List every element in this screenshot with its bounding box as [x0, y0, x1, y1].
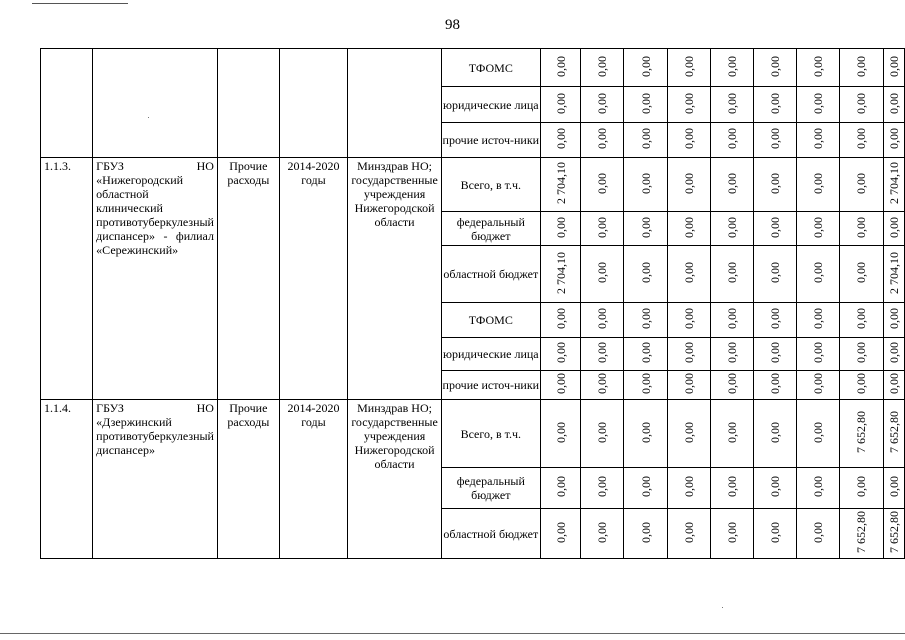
- value-cell: 0,00: [667, 509, 710, 559]
- empty-cell: [348, 49, 441, 158]
- value-cell: 0,00: [710, 509, 753, 559]
- funding-source-cell: Всего, в т.ч.: [441, 400, 540, 468]
- value-cell: 0,00: [840, 87, 883, 123]
- funding-source-cell: федеральный бюджет: [441, 212, 540, 246]
- value-cell: 0,00: [540, 371, 580, 400]
- value-cell: 7 652,80: [840, 509, 883, 559]
- total-value-cell: 0,00: [883, 123, 905, 158]
- empty-cell: [41, 49, 93, 158]
- funding-source-cell: юридические лица: [441, 338, 540, 371]
- empty-cell: [279, 49, 348, 158]
- institution-name: ГБУЗ НО «Дзержинский противотуберкулезный диспансер»: [93, 400, 218, 559]
- total-value-cell: 0,00: [883, 87, 905, 123]
- total-value-cell: 7 652,80: [883, 509, 905, 559]
- funding-source-cell: областной бюджет: [441, 246, 540, 303]
- empty-cell: [93, 49, 218, 158]
- expense-type: Прочие расходы: [217, 158, 279, 400]
- value-cell: 2 704,10: [540, 246, 580, 303]
- value-cell: 0,00: [710, 400, 753, 468]
- total-value-cell: 2 704,10: [883, 246, 905, 303]
- value-cell: 0,00: [667, 246, 710, 303]
- funding-source-cell: ТФОМС: [441, 49, 540, 87]
- value-cell: 0,00: [797, 49, 840, 87]
- value-cell: 0,00: [753, 509, 796, 559]
- value-cell: 0,00: [667, 123, 710, 158]
- value-cell: 0,00: [797, 246, 840, 303]
- value-cell: 0,00: [840, 212, 883, 246]
- total-value-cell: 0,00: [883, 212, 905, 246]
- table-row: [41, 400, 905, 468]
- value-cell: 0,00: [797, 158, 840, 212]
- value-cell: 0,00: [710, 49, 753, 87]
- item-number: 1.1.3.: [41, 158, 93, 400]
- value-cell: 0,00: [624, 303, 667, 338]
- value-cell: 0,00: [667, 49, 710, 87]
- program-financing-table: [40, 48, 905, 559]
- implementation-period: 2014-2020 годы: [279, 158, 348, 400]
- total-value-cell: 0,00: [883, 49, 905, 87]
- total-value-cell: 2 704,10: [883, 158, 905, 212]
- value-cell: 0,00: [624, 246, 667, 303]
- funding-source-cell: прочие источ-ники: [441, 123, 540, 158]
- value-cell: 0,00: [753, 49, 796, 87]
- value-cell: 0,00: [581, 338, 624, 371]
- value-cell: 0,00: [753, 371, 796, 400]
- value-cell: 0,00: [797, 338, 840, 371]
- value-cell: 0,00: [624, 371, 667, 400]
- value-cell: 0,00: [753, 400, 796, 468]
- value-cell: 0,00: [667, 158, 710, 212]
- value-cell: 0,00: [797, 509, 840, 559]
- value-cell: 0,00: [753, 303, 796, 338]
- funding-source-cell: юридические лица: [441, 87, 540, 123]
- total-value-cell: 0,00: [883, 371, 905, 400]
- value-cell: 0,00: [840, 338, 883, 371]
- value-cell: 0,00: [667, 338, 710, 371]
- value-cell: 0,00: [540, 303, 580, 338]
- value-cell: 0,00: [710, 303, 753, 338]
- value-cell: 0,00: [710, 371, 753, 400]
- value-cell: 0,00: [624, 338, 667, 371]
- value-cell: 0,00: [667, 303, 710, 338]
- value-cell: 0,00: [753, 123, 796, 158]
- page-number: 98: [445, 17, 460, 33]
- total-value-cell: 0,00: [883, 338, 905, 371]
- value-cell: 0,00: [581, 303, 624, 338]
- value-cell: 0,00: [797, 87, 840, 123]
- value-cell: 0,00: [581, 158, 624, 212]
- value-cell: 0,00: [540, 400, 580, 468]
- value-cell: 0,00: [540, 212, 580, 246]
- funding-source-cell: ТФОМС: [441, 303, 540, 338]
- item-number: 1.1.4.: [41, 400, 93, 559]
- value-cell: 0,00: [797, 468, 840, 509]
- value-cell: 0,00: [624, 49, 667, 87]
- total-value-cell: 0,00: [883, 303, 905, 338]
- value-cell: 0,00: [540, 509, 580, 559]
- value-cell: 0,00: [797, 303, 840, 338]
- value-cell: 0,00: [840, 158, 883, 212]
- funding-source-cell: Всего, в т.ч.: [441, 158, 540, 212]
- value-cell: 0,00: [581, 246, 624, 303]
- value-cell: 0,00: [753, 87, 796, 123]
- value-cell: 0,00: [581, 49, 624, 87]
- value-cell: 0,00: [840, 371, 883, 400]
- total-value-cell: 0,00: [883, 468, 905, 509]
- value-cell: 2 704,10: [540, 158, 580, 212]
- scan-edge-line: [0, 633, 905, 634]
- value-cell: 0,00: [710, 246, 753, 303]
- value-cell: 0,00: [624, 123, 667, 158]
- funding-source-cell: федеральный бюджет: [441, 468, 540, 509]
- value-cell: 0,00: [840, 246, 883, 303]
- value-cell: 0,00: [840, 123, 883, 158]
- value-cell: 0,00: [753, 158, 796, 212]
- value-cell: 0,00: [840, 49, 883, 87]
- value-cell: 0,00: [540, 87, 580, 123]
- value-cell: 0,00: [581, 371, 624, 400]
- value-cell: 0,00: [624, 509, 667, 559]
- value-cell: 0,00: [710, 338, 753, 371]
- value-cell: 0,00: [753, 246, 796, 303]
- value-cell: 0,00: [753, 212, 796, 246]
- value-cell: 0,00: [840, 303, 883, 338]
- value-cell: 0,00: [540, 468, 580, 509]
- value-cell: 0,00: [540, 49, 580, 87]
- value-cell: 0,00: [581, 212, 624, 246]
- table-row: [41, 49, 905, 87]
- value-cell: 0,00: [667, 400, 710, 468]
- value-cell: 0,00: [667, 87, 710, 123]
- value-cell: 0,00: [624, 468, 667, 509]
- value-cell: 0,00: [710, 87, 753, 123]
- value-cell: 0,00: [753, 468, 796, 509]
- value-cell: 0,00: [581, 468, 624, 509]
- value-cell: 7 652,80: [840, 400, 883, 468]
- value-cell: 0,00: [667, 371, 710, 400]
- funding-source-cell: областной бюджет: [441, 509, 540, 559]
- value-cell: 0,00: [710, 468, 753, 509]
- value-cell: 0,00: [797, 400, 840, 468]
- value-cell: 0,00: [710, 212, 753, 246]
- value-cell: 0,00: [797, 123, 840, 158]
- value-cell: 0,00: [667, 468, 710, 509]
- table-row: [41, 158, 905, 212]
- empty-cell: [217, 49, 279, 158]
- scan-speck: [722, 607, 723, 608]
- value-cell: 0,00: [797, 212, 840, 246]
- value-cell: 0,00: [581, 400, 624, 468]
- expense-type: Прочие расходы: [217, 400, 279, 559]
- value-cell: 0,00: [797, 371, 840, 400]
- total-value-cell: 7 652,80: [883, 400, 905, 468]
- value-cell: 0,00: [624, 158, 667, 212]
- value-cell: 0,00: [710, 158, 753, 212]
- value-cell: 0,00: [581, 509, 624, 559]
- executor: Минздрав НО; государственные учреждения Нижегородской области: [348, 400, 441, 559]
- executor: Минздрав НО; государственные учреждения Нижегородской области: [348, 158, 441, 400]
- funding-source-cell: прочие источ-ники: [441, 371, 540, 400]
- institution-name: ГБУЗ НО «Нижегородский областной клинический противотуберкулезный диспансер» - филиал «Сережинский»: [93, 158, 218, 400]
- value-cell: 0,00: [581, 123, 624, 158]
- value-cell: 0,00: [581, 87, 624, 123]
- implementation-period: 2014-2020 годы: [279, 400, 348, 559]
- value-cell: 0,00: [710, 123, 753, 158]
- value-cell: 0,00: [624, 87, 667, 123]
- value-cell: 0,00: [540, 123, 580, 158]
- value-cell: 0,00: [540, 338, 580, 371]
- value-cell: 0,00: [624, 212, 667, 246]
- value-cell: 0,00: [753, 338, 796, 371]
- value-cell: 0,00: [624, 400, 667, 468]
- value-cell: 0,00: [667, 212, 710, 246]
- scan-edge-line: [32, 3, 128, 4]
- value-cell: 0,00: [840, 468, 883, 509]
